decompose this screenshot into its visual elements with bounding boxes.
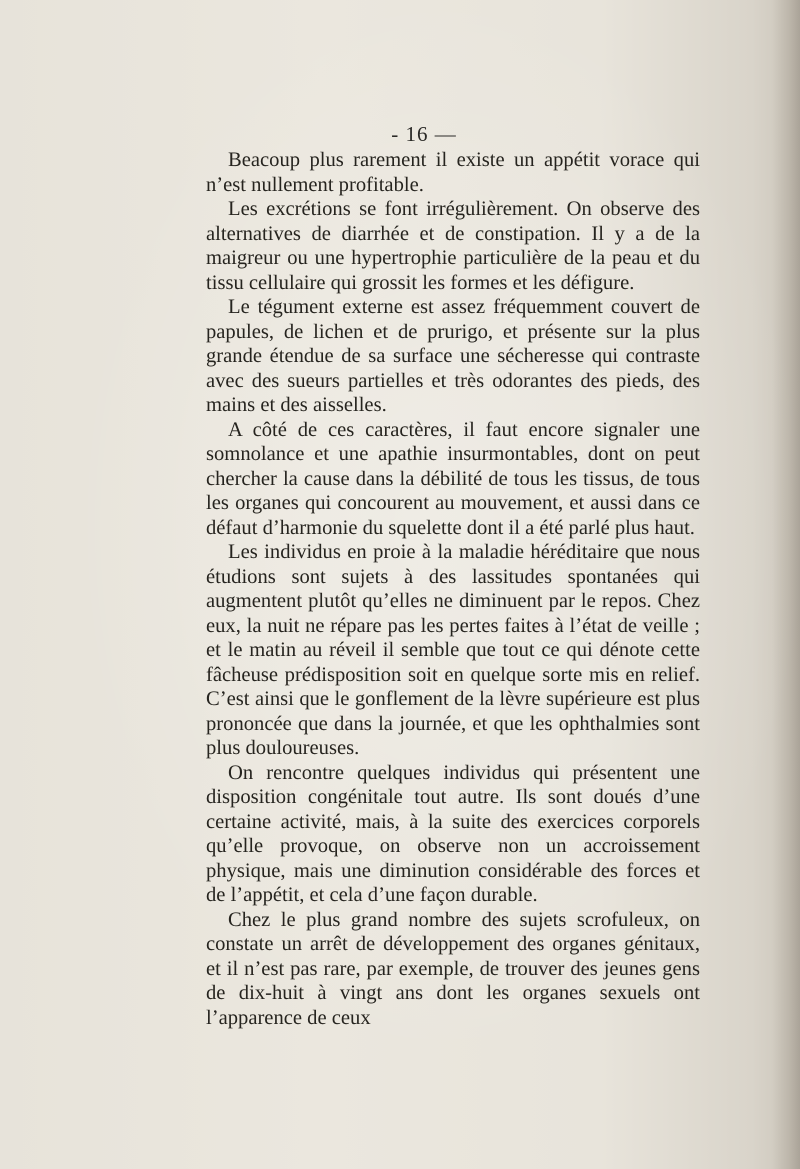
paragraph-development: Chez le plus grand nombre des sujets scrofuleux, on constate un arrêt de développement des organes génitaux, et il n’est pas rare, par exemple, de trouver des jeunes gens de dix-huit à vingt ans dont les organes sexuels ont l’apparence de ceux — [206, 908, 700, 1029]
paragraph-appetite: Beacoup plus rarement il existe un appétit vorace qui n’est nullement profitable. — [206, 149, 700, 196]
page-number — [0, 122, 800, 147]
paragraph-lassitudes: Les individus en proie à la maladie héréditaire que nous étudions sont sujets à des lassitudes spontanées qui augmentent plutôt qu’elles ne diminuent par le repos. Chez eux, la nuit ne répare pas les pertes faites à l’état de veille ; et le matin au réveil il semble que tout ce qui dénote cette fâcheuse prédisposition soit en quelque sorte mis en relief. C’est ainsi que le gonflement de la lèvre supérieure est plus prononcée que dans la journée, et que les ophthalmies sont plus douloureuses. — [206, 541, 700, 759]
page-number-text: - 16 — — [391, 122, 457, 146]
paragraph-tegument: Le tégument externe est assez fréquemment couvert de papules, de lichen et de prurigo, et présente sur la plus grande étendue de sa surface une sécheresse qui contraste avec des sueurs partielles et très odorantes des pieds, des mains et des aisselles. — [206, 296, 700, 416]
paragraph-excretions: Les excrétions se font irrégulièrement. On observe des alternatives de diarrhée et de constipation. Il y a de la maigreur ou une hypertrophie particulière de la peau et du tissu cellulaire qui grossit les formes et les défigure. — [206, 198, 700, 294]
paragraph-congenital: On rencontre quelques individus qui présentent une disposition congénitale tout autre. Ils sont doués d’une certaine activité, mais, à la suite des exercices corporels qu’elle provoque, on observe non un accroissement physique, mais une diminution considérable des forces et de l’appétit, et cela d’une façon durable. — [206, 761, 700, 906]
paragraph-somnolence: A côté de ces caractères, il faut encore signaler une somnolance et une apathie insurmontables, dont on peut chercher la cause dans la débilité de tous les tissus, de tous les organes qui concourent au mouvement, et aussi dans ce défaut d’harmonie du squelette dont il a été parlé plus haut. — [206, 418, 700, 539]
body-text — [206, 148, 700, 1030]
page-edge-shadow — [772, 0, 800, 1169]
